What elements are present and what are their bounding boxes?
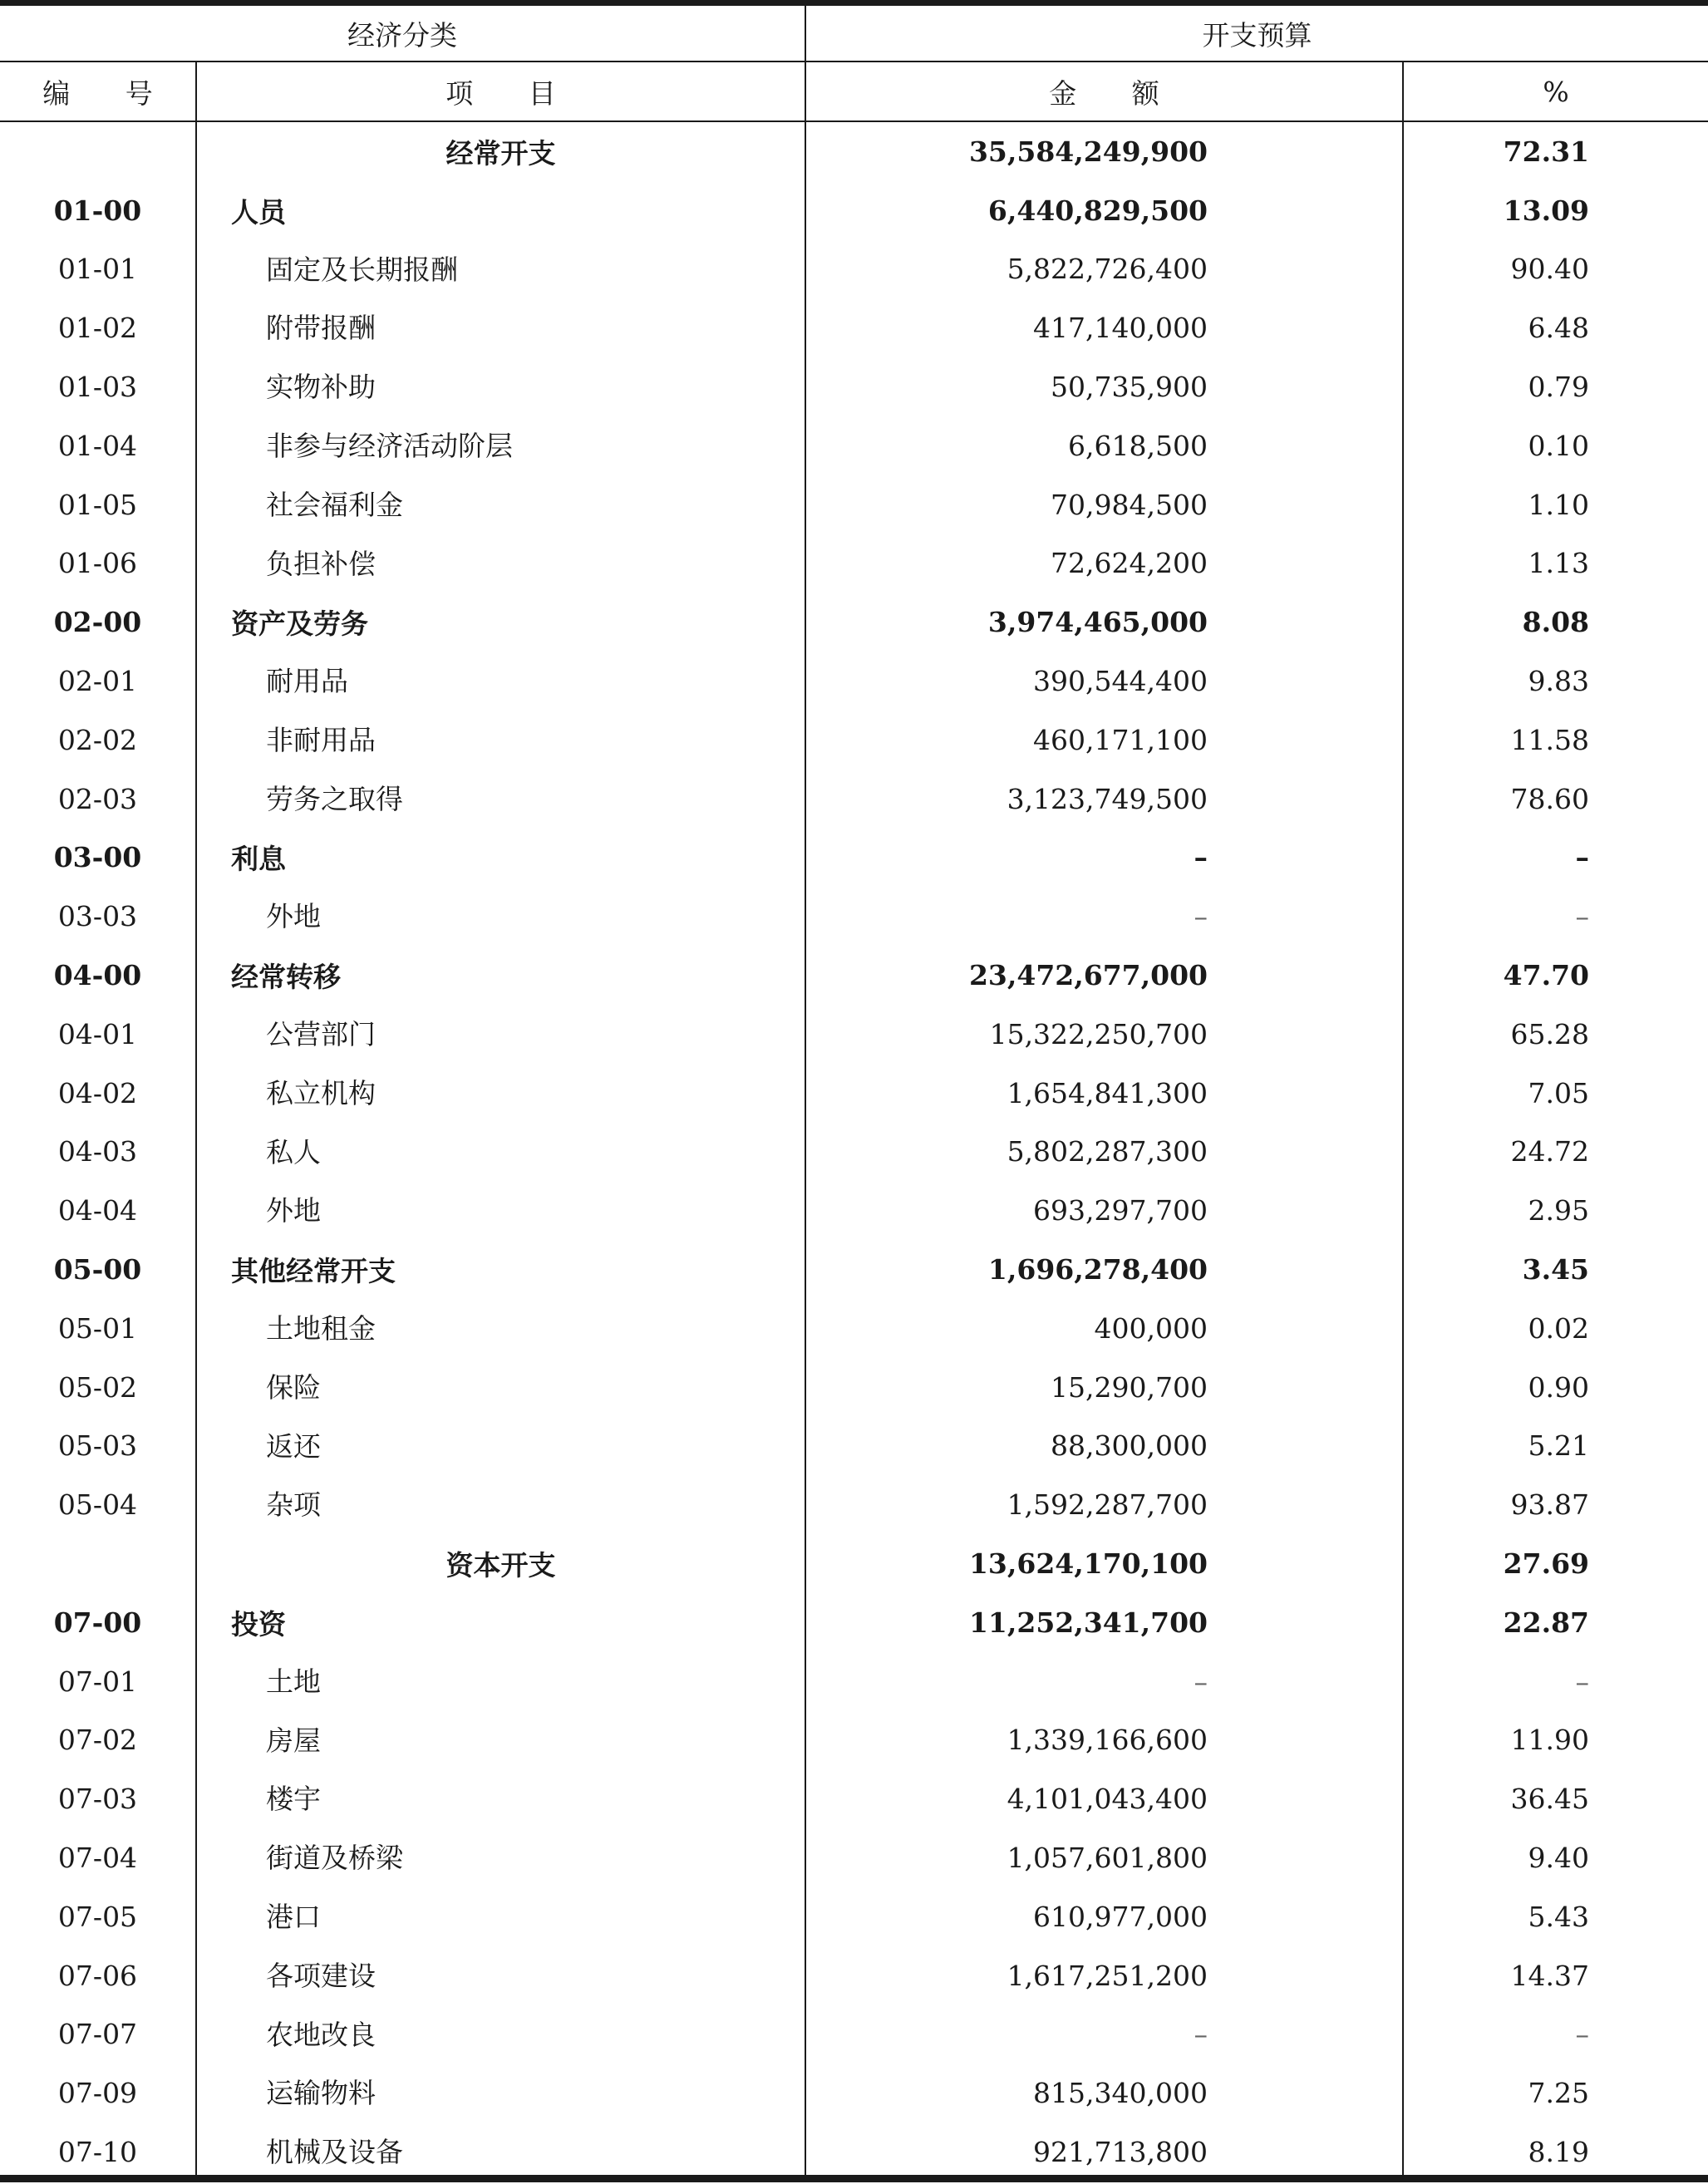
row-percent: 7.05 xyxy=(1528,1076,1589,1109)
row-code: 04-02 xyxy=(57,1076,138,1109)
row-amount: 417,140,000 xyxy=(1033,312,1208,345)
row-percent: 8.08 xyxy=(1522,606,1589,639)
table-top-rule xyxy=(0,0,1708,6)
row-item: 经常开支 xyxy=(445,136,556,170)
table-bottom-rule xyxy=(0,2175,1708,2182)
row-item: 资产及劳务 xyxy=(231,607,368,641)
row-amount: 72,624,200 xyxy=(1051,547,1208,580)
row-percent: – xyxy=(1575,900,1589,933)
row-percent: 9.83 xyxy=(1528,665,1589,698)
row-item: 运输物料 xyxy=(266,2077,376,2110)
row-item: 经常转移 xyxy=(231,961,341,994)
row-code: 02-03 xyxy=(57,782,138,815)
row-code: 05-02 xyxy=(57,1370,138,1404)
row-item: 街道及桥梁 xyxy=(266,1842,403,1875)
row-amount: 5,822,726,400 xyxy=(1007,253,1208,286)
row-code: 04-04 xyxy=(57,1194,138,1227)
row-percent: 11.90 xyxy=(1510,1724,1589,1757)
row-percent: 6.48 xyxy=(1528,312,1589,345)
row-item: 各项建设 xyxy=(266,1959,376,1992)
row-item: 土地 xyxy=(266,1665,321,1698)
row-code: 01-06 xyxy=(57,547,138,580)
row-code: 07-00 xyxy=(53,1606,142,1639)
header-percent: % xyxy=(1543,75,1569,108)
row-percent: 0.90 xyxy=(1528,1370,1589,1404)
row-code: 05-04 xyxy=(57,1488,138,1522)
row-code: 03-00 xyxy=(53,841,142,874)
row-amount: – xyxy=(1194,1665,1208,1698)
row-amount: 35,584,249,900 xyxy=(968,135,1208,168)
row-item: 劳务之取得 xyxy=(266,782,403,815)
row-amount: 1,617,251,200 xyxy=(1007,1959,1208,1992)
row-percent: 13.09 xyxy=(1503,194,1589,227)
row-code: 07-09 xyxy=(57,2077,138,2110)
row-item: 外地 xyxy=(266,1194,321,1227)
row-code: 01-02 xyxy=(57,312,138,345)
row-item: 私人 xyxy=(266,1135,321,1168)
row-percent: 1.13 xyxy=(1528,547,1589,580)
row-amount: 50,735,900 xyxy=(1051,371,1208,404)
row-code xyxy=(0,1534,195,1593)
row-item: 非参与经济活动阶层 xyxy=(266,430,513,462)
row-amount: 70,984,500 xyxy=(1051,488,1208,521)
row-percent: – xyxy=(1575,841,1589,874)
row-percent: 36.45 xyxy=(1510,1783,1589,1816)
row-code: 01-05 xyxy=(57,488,138,521)
row-percent: 65.28 xyxy=(1510,1017,1589,1050)
row-amount: 6,440,829,500 xyxy=(987,194,1208,227)
row-item: 资本开支 xyxy=(445,1549,556,1582)
row-code: 02-02 xyxy=(57,723,138,756)
row-item: 港口 xyxy=(266,1901,321,1933)
row-item: 耐用品 xyxy=(266,665,348,698)
row-percent: 7.25 xyxy=(1528,2077,1589,2110)
row-percent: 93.87 xyxy=(1510,1488,1589,1522)
row-item: 附带报酬 xyxy=(266,312,376,345)
row-amount: 460,171,100 xyxy=(1033,723,1208,756)
row-percent: 14.37 xyxy=(1510,1959,1589,1992)
row-amount: 15,290,700 xyxy=(1051,1370,1208,1404)
row-amount: 921,713,800 xyxy=(1033,2136,1208,2169)
header-item: 项 目 xyxy=(445,76,579,110)
row-item: 土地租金 xyxy=(266,1312,376,1345)
row-percent: 0.79 xyxy=(1528,371,1589,404)
row-item: 农地改良 xyxy=(266,2018,376,2051)
row-item: 负担补偿 xyxy=(266,547,376,580)
column-rule-item xyxy=(195,61,197,2175)
row-code: 07-07 xyxy=(57,2018,138,2051)
row-percent: 0.02 xyxy=(1528,1311,1589,1345)
row-item: 其他经常开支 xyxy=(231,1255,396,1288)
row-percent: 47.70 xyxy=(1503,959,1589,992)
row-percent: 8.19 xyxy=(1528,2136,1589,2169)
row-amount: 6,618,500 xyxy=(1068,429,1208,462)
row-item: 人员 xyxy=(231,195,286,229)
row-percent: – xyxy=(1575,1665,1589,1698)
row-code: 01-03 xyxy=(57,371,138,404)
row-code: 05-03 xyxy=(57,1429,138,1463)
row-code: 01-01 xyxy=(57,253,138,286)
row-code: 01-04 xyxy=(57,429,138,462)
row-percent: 90.40 xyxy=(1510,253,1589,286)
row-percent: 27.69 xyxy=(1503,1547,1589,1581)
row-amount: 1,654,841,300 xyxy=(1007,1076,1208,1109)
row-amount: 4,101,043,400 xyxy=(1007,1783,1208,1816)
header-budget: 开支预算 xyxy=(1202,18,1312,52)
row-item: 非耐用品 xyxy=(266,724,376,756)
row-percent: 0.10 xyxy=(1528,429,1589,462)
row-amount: 1,339,166,600 xyxy=(1007,1724,1208,1757)
row-amount: 13,624,170,100 xyxy=(968,1547,1208,1581)
row-code: 07-02 xyxy=(57,1724,138,1757)
row-code: 02-00 xyxy=(53,606,142,639)
row-percent: 2.95 xyxy=(1528,1194,1589,1227)
row-item: 私立机构 xyxy=(266,1076,376,1109)
row-percent: 9.40 xyxy=(1528,1842,1589,1875)
row-amount: 15,322,250,700 xyxy=(989,1017,1208,1050)
row-item: 实物补助 xyxy=(266,371,376,404)
row-code: 03-03 xyxy=(57,900,138,933)
row-code xyxy=(0,122,195,181)
row-code: 04-03 xyxy=(57,1135,138,1168)
row-item: 机械及设备 xyxy=(266,2136,403,2169)
row-percent: 72.31 xyxy=(1503,135,1589,168)
row-amount: 693,297,700 xyxy=(1033,1194,1208,1227)
row-code: 07-10 xyxy=(57,2136,138,2169)
row-percent: 24.72 xyxy=(1510,1135,1589,1168)
row-item: 社会福利金 xyxy=(266,488,403,521)
row-amount: 1,696,278,400 xyxy=(987,1253,1208,1286)
row-item: 房屋 xyxy=(266,1724,321,1757)
row-code: 07-05 xyxy=(57,1900,138,1933)
row-amount: – xyxy=(1194,841,1208,874)
row-code: 05-00 xyxy=(53,1253,142,1286)
row-amount: 1,057,601,800 xyxy=(1007,1842,1208,1875)
row-code: 04-01 xyxy=(57,1017,138,1050)
row-code: 05-01 xyxy=(57,1311,138,1345)
row-item: 投资 xyxy=(231,1607,286,1640)
row-item: 公营部门 xyxy=(266,1018,376,1050)
row-code: 07-03 xyxy=(57,1783,138,1816)
row-amount: 88,300,000 xyxy=(1051,1429,1208,1463)
row-percent: 5.43 xyxy=(1528,1900,1589,1933)
row-item: 固定及长期报酬 xyxy=(266,253,458,286)
row-amount: 3,974,465,000 xyxy=(987,606,1208,639)
row-item: 杂项 xyxy=(266,1488,321,1522)
row-code: 07-01 xyxy=(57,1665,138,1698)
row-item: 楼宇 xyxy=(266,1783,321,1816)
row-code: 01-00 xyxy=(53,194,142,227)
row-percent: 11.58 xyxy=(1510,723,1589,756)
header-econ-class: 经济分类 xyxy=(347,18,457,52)
header-code: 编 号 xyxy=(42,76,176,110)
row-amount: 1,592,287,700 xyxy=(1007,1488,1208,1522)
row-amount: 400,000 xyxy=(1094,1311,1208,1345)
header-amount: 金 额 xyxy=(1049,76,1183,110)
row-code: 02-01 xyxy=(57,665,138,698)
row-amount: 3,123,749,500 xyxy=(1007,782,1208,815)
row-code: 04-00 xyxy=(53,959,142,992)
row-code: 07-04 xyxy=(57,1842,138,1875)
row-amount: – xyxy=(1194,900,1208,933)
row-code: 07-06 xyxy=(57,1959,138,1992)
row-item: 外地 xyxy=(266,900,321,933)
row-amount: 11,252,341,700 xyxy=(968,1606,1208,1639)
row-percent: 78.60 xyxy=(1510,782,1589,815)
row-percent: 5.21 xyxy=(1528,1429,1589,1463)
row-amount: 5,802,287,300 xyxy=(1007,1135,1208,1168)
row-item: 保险 xyxy=(266,1370,321,1404)
row-amount: – xyxy=(1194,2018,1208,2051)
row-amount: 390,544,400 xyxy=(1033,665,1208,698)
row-item: 利息 xyxy=(231,843,286,876)
row-amount: 610,977,000 xyxy=(1033,1900,1208,1933)
row-percent: – xyxy=(1575,2018,1589,2051)
row-percent: 3.45 xyxy=(1522,1253,1589,1286)
row-amount: 815,340,000 xyxy=(1033,2077,1208,2110)
row-percent: 1.10 xyxy=(1528,488,1589,521)
row-amount: 23,472,677,000 xyxy=(968,959,1208,992)
row-item: 返还 xyxy=(266,1429,321,1463)
row-percent: 22.87 xyxy=(1503,1606,1589,1639)
